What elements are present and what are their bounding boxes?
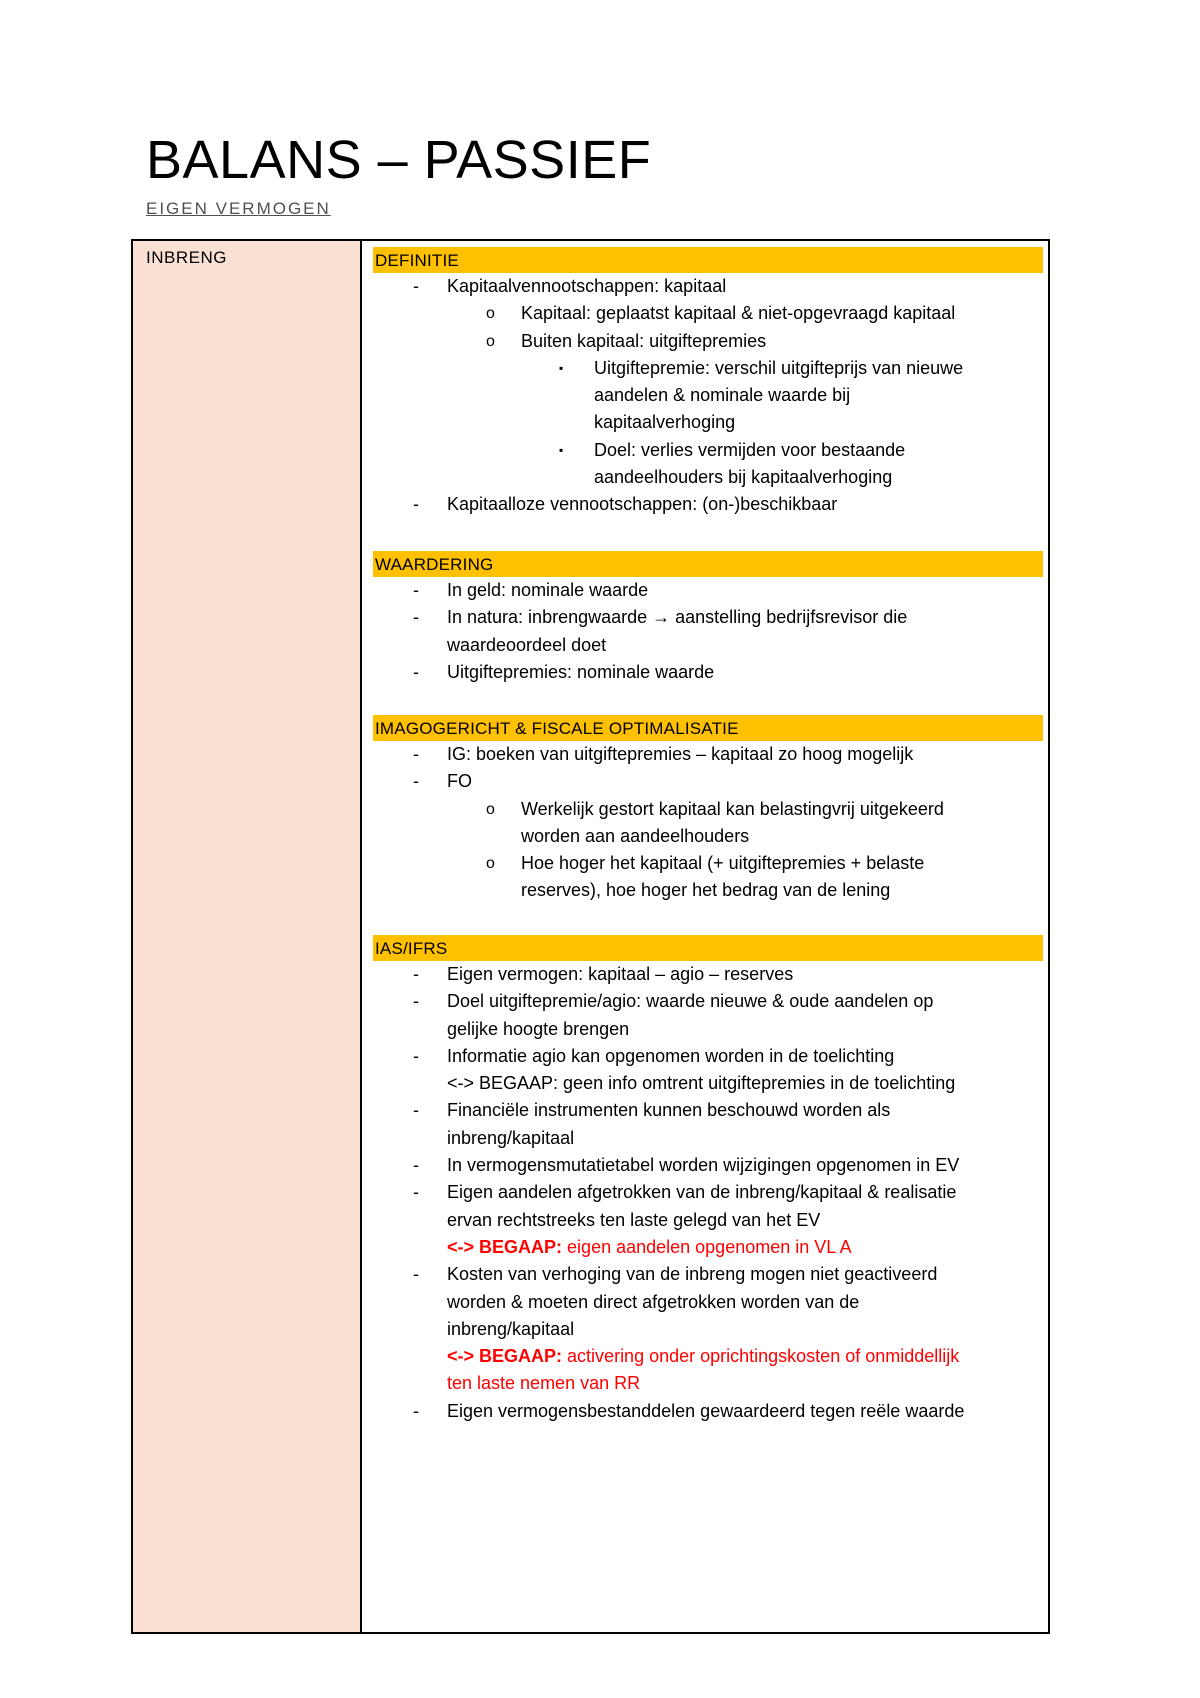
left-column: [133, 241, 362, 1632]
list-item: - Kapitaalloze vennootschappen: (on-)beschikbaar: [373, 491, 1043, 518]
list-item-continuation: worden & moeten direct afgetrokken worden van de: [447, 1291, 860, 1312]
list-item-continuation: waardeoordeel doet: [447, 634, 607, 655]
list-item-continuation: inbreng/kapitaal: [447, 1127, 575, 1148]
list-item: ▪ Uitgiftepremie: verschil uitgifteprijs van nieuwe: [373, 355, 1043, 382]
begaap-label: <-> BEGAAP:: [447, 1346, 563, 1367]
dash-bullet: -: [413, 1400, 419, 1421]
dash-bullet: -: [413, 1045, 419, 1066]
list-item: - Eigen aandelen afgetrokken van de inbreng/kapitaal & realisatie: [373, 1179, 1043, 1206]
list-item: - In natura: inbrengwaarde → aanstelling bedrijfsrevisor die: [373, 604, 1043, 631]
square-bullet: ▪: [559, 360, 564, 375]
dash-bullet: -: [413, 1182, 419, 1203]
dash-bullet: -: [413, 580, 419, 600]
list-item-continuation: <-> BEGAAP: geen info omtrent uitgiftepremies in de toelichting: [447, 1073, 956, 1094]
begaap-note: <-> BEGAAP: activering onder oprichtingskosten of onmiddellijk: [447, 1346, 960, 1367]
section-header-definitie: DEFINITIE: [373, 247, 1043, 273]
list-item: - Financiële instrumenten kunnen beschouwd worden als: [373, 1097, 1043, 1124]
begaap-note: <-> BEGAAP: eigen aandelen opgenomen in VL A: [447, 1236, 852, 1257]
row-label-inbreng: INBRENG: [146, 248, 227, 267]
list-item-continuation: ervan rechtstreeks ten laste gelegd van het EV: [447, 1209, 821, 1230]
dash-bullet: -: [413, 964, 419, 984]
section-header-ias-ifrs: IAS/IFRS: [373, 935, 1043, 961]
list-item: - Kosten van verhoging van de inbreng mogen niet geactiveerd: [373, 1261, 1043, 1288]
section-definitie: [373, 247, 1043, 519]
list-item-continuation: worden aan aandeelhouders: [521, 825, 750, 846]
dash-bullet: -: [413, 607, 419, 628]
circle-bullet: o: [486, 332, 495, 350]
dash-bullet: -: [413, 1100, 419, 1121]
section-ias-ifrs: [373, 935, 1043, 1425]
circle-bullet: o: [486, 800, 495, 818]
begaap-label: <-> BEGAAP:: [447, 1236, 563, 1257]
list-item: - Informatie agio kan opgenomen worden in de toelichting: [373, 1043, 1043, 1070]
list-item-continuation: inbreng/kapitaal: [447, 1318, 575, 1339]
list-item: o Buiten kapitaal: uitgiftepremies: [373, 328, 1043, 355]
section-header-imagogericht: IMAGOGERICHT & FISCALE OPTIMALISATIE: [373, 715, 1043, 741]
list-item: ▪ Doel: verlies vermijden voor bestaande: [373, 437, 1043, 464]
circle-bullet: o: [486, 305, 495, 323]
page-title: BALANS – PASSIEF: [146, 130, 652, 190]
section-waardering: [373, 551, 1043, 686]
list-item: - IG: boeken van uitgiftepremies – kapitaal zo hoog mogelijk: [373, 741, 1043, 768]
list-item-continuation: gelijke hoogte brengen: [447, 1018, 630, 1039]
list-item-continuation: kapitaalverhoging: [594, 412, 736, 433]
dash-bullet: -: [413, 744, 419, 764]
list-item: - In vermogensmutatietabel worden wijzigingen opgenomen in EV: [373, 1152, 1043, 1179]
dash-bullet: -: [413, 661, 419, 682]
square-bullet: ▪: [559, 442, 564, 457]
dash-bullet: -: [413, 991, 419, 1012]
dash-bullet: -: [413, 1264, 419, 1285]
section-header-waardering: WAARDERING: [373, 551, 1043, 577]
content-table: [131, 239, 1050, 1634]
dash-bullet: -: [413, 494, 419, 515]
list-item: - Eigen vermogen: kapitaal – agio – reserves: [373, 961, 1043, 988]
list-item: o Werkelijk gestort kapitaal kan belastingvrij uitgekeerd: [373, 796, 1043, 823]
list-item: o Hoe hoger het kapitaal (+ uitgiftepremies + belaste: [373, 850, 1043, 877]
list-item: - Kapitaalvennootschappen: kapitaal: [373, 273, 1043, 300]
dash-bullet: -: [413, 1155, 419, 1176]
dash-bullet: -: [413, 771, 419, 792]
list-item: o Kapitaal: geplaatst kapitaal & niet-opgevraagd kapitaal: [373, 300, 1043, 327]
list-item-continuation: aandelen & nominale waarde bij: [594, 385, 851, 406]
list-item: - Uitgiftepremies: nominale waarde: [373, 659, 1043, 686]
circle-bullet: o: [486, 855, 495, 873]
dash-bullet: -: [413, 276, 419, 296]
list-item-continuation: aandeelhouders bij kapitaalverhoging: [594, 467, 893, 488]
list-item: - FO: [373, 768, 1043, 795]
section-imagogericht: [373, 715, 1043, 905]
section-subtitle: EIGEN VERMOGEN: [146, 199, 331, 218]
list-item: - In geld: nominale waarde: [373, 577, 1043, 604]
list-item-continuation: reserves), hoe hoger het bedrag van de lening: [521, 880, 891, 901]
list-item: - Doel uitgiftepremie/agio: waarde nieuwe & oude aandelen op: [373, 988, 1043, 1015]
list-item: - Eigen vermogensbestanddelen gewaardeerd tegen reële waarde: [373, 1398, 1043, 1425]
begaap-note-continuation: ten laste nemen van RR: [447, 1373, 641, 1394]
